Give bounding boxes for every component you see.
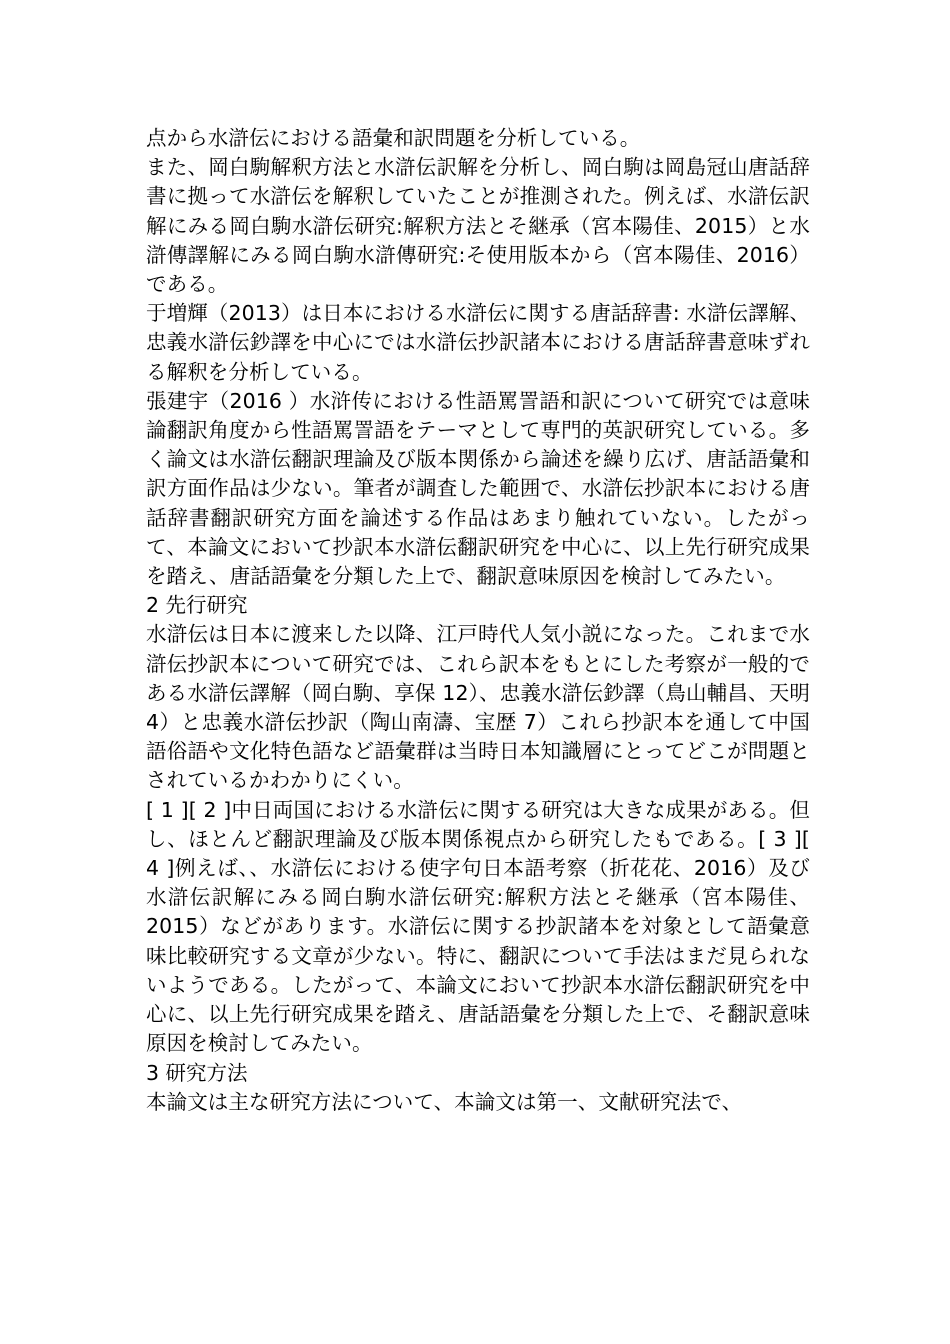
paragraph-zhang-jianyu: 張建宇（2016 ）水浒传における性語罵詈語和訳について研究では意味論翻訳角度から性語罵詈語をテーマとして専門的英訳研究している。多く論文は水滸伝翻訳理論及び版本関係から論述を繰り広げ、唐話語彙和訳方面作品は少ない。筆者が調査した範囲で、水滸伝抄訳本における唐話辞書翻訳研究方面を論述する作品はあまり触れていない。したがって、本論文において抄訳本水滸伝翻訳研究を中心に、以上先行研究成果を踏え、唐話語彙を分類した上で、翻訳意味原因を検討してみたい。 <box>146 388 810 589</box>
paragraph-intro-tail: 点から水滸伝における語彙和訳問題を分析している。 <box>146 126 641 150</box>
paragraph-prior-research-2: [ 1 ][ 2 ]中日両国における水滸伝に関する研究は大きな成果がある。但し、ほとんど翻訳理論及び版本関係視点から研究したもである。[ 3 ][ 4 ]例えば、、水滸伝における使字句日本語考察（折花花、2016）及び水滸伝訳解にみる岡白駒水滸伝研究:解釈方法とそ継承（宮本陽佳、2015）などがあります。水滸伝に関する抄訳諸本を対象として語彙意味比較研究する文章が少ない。特に、翻訳について手法はまだ見られないようである。したがって、本論文において抄訳本水滸伝翻訳研究を中心に、以上先行研究成果を踏え、唐話語彙を分類した上で、そ翻訳意味原因を検討してみたい。 <box>146 797 810 1056</box>
paragraph-prior-research-1: 水滸伝は日本に渡来した以降、江戸時代人気小説になった。これまで水滸伝抄訳本について研究では、これら訳本をもとにした考察が一般的である水滸伝譯解（岡白駒、享保 12）、忠義水滸伝鈔譯（鳥山輔昌、天明 4）と忠義水滸伝抄訳（陶山南濤、宝歴 7）これら抄訳本を通して中国語俗語や文化特色語など語彙群は当時日本知識層にとってどこが問題とされているかわかりにくい。 <box>146 622 810 793</box>
document-body <box>146 124 810 1117</box>
paragraph-okahakku: また、岡白駒解釈方法と水滸伝訳解を分析し、岡白駒は岡島冠山唐話辞書に拠って水滸伝を解釈していたことが推測された。例えば、水滸伝訳解にみる岡白駒水滸伝研究:解釈方法とそ継承（宮本陽佳、2015）と水滸傳譯解にみる岡白駒水滸傳研究:そ使用版本から（宮本陽佳、2016）である。 <box>146 155 810 297</box>
paragraph-research-method-1: 本論文は主な研究方法について、本論文は第一、文献研究法で、 <box>146 1089 743 1114</box>
section-heading-prior-research: 2 先行研究 <box>146 593 248 618</box>
section-heading-research-method: 3 研究方法 <box>146 1060 248 1085</box>
paragraph-yu-zenghui: 于増輝（2013）は日本における水滸伝に関する唐話辞書: 水滸伝譯解、忠義水滸伝鈔譯を中心にでは水滸伝抄訳諸本における唐話辞書意味ずれる解釈を分析している。 <box>146 301 810 384</box>
